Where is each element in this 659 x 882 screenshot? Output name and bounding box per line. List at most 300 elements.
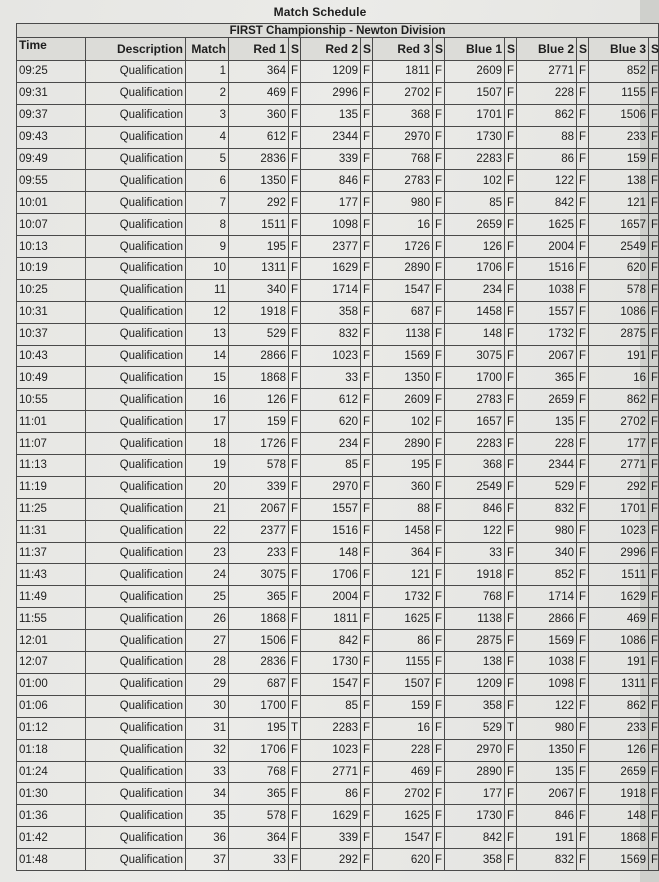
blue-1-team-cell: 138 bbox=[445, 652, 505, 674]
blue-2-surrogate-cell: F bbox=[577, 498, 589, 520]
red-2-surrogate-cell: F bbox=[361, 214, 373, 236]
red-2-surrogate-cell: F bbox=[361, 520, 373, 542]
red-1-team-cell: 1700 bbox=[229, 695, 289, 717]
red-2-team-cell: 135 bbox=[301, 104, 361, 126]
blue-2-surrogate-cell: F bbox=[577, 586, 589, 608]
red-1-team-cell: 159 bbox=[229, 411, 289, 433]
description-cell: Qualification bbox=[86, 301, 186, 323]
blue-1-surrogate-cell: F bbox=[505, 739, 517, 761]
red-3-team-cell: 768 bbox=[373, 148, 433, 170]
red-1-team-cell: 2866 bbox=[229, 345, 289, 367]
red-2-team-cell: 842 bbox=[301, 630, 361, 652]
page-title: Match Schedule bbox=[273, 5, 367, 19]
red-1-team-cell: 33 bbox=[229, 849, 289, 871]
table-row bbox=[17, 148, 659, 170]
table-row bbox=[17, 279, 659, 301]
blue-1-team-cell: 126 bbox=[445, 236, 505, 258]
blue-3-surrogate-cell: F bbox=[649, 827, 659, 849]
blue-3-surrogate-cell: F bbox=[649, 389, 659, 411]
red-1-surrogate-cell: F bbox=[289, 323, 301, 345]
red-2-surrogate-cell: F bbox=[361, 148, 373, 170]
time-cell: 10:37 bbox=[17, 323, 86, 345]
blue-3-surrogate-cell: F bbox=[649, 345, 659, 367]
blue-3-team-cell: 1511 bbox=[589, 564, 649, 586]
time-cell: 11:31 bbox=[17, 520, 86, 542]
schedule-body bbox=[17, 61, 659, 871]
time-cell: 11:25 bbox=[17, 498, 86, 520]
blue-2-team-cell: 1732 bbox=[517, 323, 577, 345]
red-3-team-cell: 1547 bbox=[373, 279, 433, 301]
time-cell: 10:19 bbox=[17, 258, 86, 280]
description-cell: Qualification bbox=[86, 192, 186, 214]
blue-3-surrogate-cell: F bbox=[649, 104, 659, 126]
blue-2-surrogate-cell: F bbox=[577, 542, 589, 564]
description-cell: Qualification bbox=[86, 279, 186, 301]
blue-1-team-cell: 358 bbox=[445, 695, 505, 717]
time-cell: 09:49 bbox=[17, 148, 86, 170]
blue-3-team-cell: 126 bbox=[589, 739, 649, 761]
blue-1-team-cell: 1730 bbox=[445, 805, 505, 827]
time-cell: 01:18 bbox=[17, 739, 86, 761]
match-number-cell: 7 bbox=[186, 192, 229, 214]
blue-3-surrogate-cell: F bbox=[649, 279, 659, 301]
red-3-team-cell: 121 bbox=[373, 564, 433, 586]
column-header-red-1-surrogate: S bbox=[289, 38, 301, 61]
red-2-surrogate-cell: F bbox=[361, 498, 373, 520]
match-number-cell: 14 bbox=[186, 345, 229, 367]
description-cell: Qualification bbox=[86, 323, 186, 345]
red-2-surrogate-cell: F bbox=[361, 695, 373, 717]
blue-2-team-cell: 2344 bbox=[517, 455, 577, 477]
red-2-team-cell: 1557 bbox=[301, 498, 361, 520]
red-3-team-cell: 86 bbox=[373, 630, 433, 652]
blue-1-surrogate-cell: F bbox=[505, 827, 517, 849]
red-2-team-cell: 2377 bbox=[301, 236, 361, 258]
table-row bbox=[17, 411, 659, 433]
blue-1-surrogate-cell: F bbox=[505, 761, 517, 783]
blue-3-team-cell: 191 bbox=[589, 652, 649, 674]
red-1-surrogate-cell: F bbox=[289, 367, 301, 389]
blue-3-surrogate-cell: F bbox=[649, 849, 659, 871]
blue-2-surrogate-cell: F bbox=[577, 279, 589, 301]
red-2-surrogate-cell: F bbox=[361, 258, 373, 280]
description-cell: Qualification bbox=[86, 61, 186, 83]
match-number-cell: 30 bbox=[186, 695, 229, 717]
time-cell: 09:37 bbox=[17, 104, 86, 126]
description-cell: Qualification bbox=[86, 717, 186, 739]
description-cell: Qualification bbox=[86, 433, 186, 455]
red-3-surrogate-cell: F bbox=[433, 783, 445, 805]
red-1-surrogate-cell: F bbox=[289, 542, 301, 564]
time-cell: 11:55 bbox=[17, 608, 86, 630]
blue-2-team-cell: 2771 bbox=[517, 61, 577, 83]
blue-2-surrogate-cell: F bbox=[577, 630, 589, 652]
red-2-surrogate-cell: F bbox=[361, 761, 373, 783]
match-number-cell: 26 bbox=[186, 608, 229, 630]
blue-2-team-cell: 862 bbox=[517, 104, 577, 126]
blue-3-surrogate-cell: F bbox=[649, 761, 659, 783]
red-3-surrogate-cell: F bbox=[433, 652, 445, 674]
red-1-surrogate-cell: F bbox=[289, 82, 301, 104]
red-1-team-cell: 3075 bbox=[229, 564, 289, 586]
blue-1-team-cell: 2875 bbox=[445, 630, 505, 652]
red-2-team-cell: 86 bbox=[301, 783, 361, 805]
blue-3-surrogate-cell: F bbox=[649, 498, 659, 520]
blue-1-team-cell: 3075 bbox=[445, 345, 505, 367]
red-3-surrogate-cell: F bbox=[433, 761, 445, 783]
blue-3-team-cell: 1629 bbox=[589, 586, 649, 608]
red-1-surrogate-cell: F bbox=[289, 389, 301, 411]
red-3-surrogate-cell: F bbox=[433, 586, 445, 608]
column-header-red-2: Red 2 bbox=[301, 38, 361, 61]
red-2-team-cell: 33 bbox=[301, 367, 361, 389]
red-3-surrogate-cell: F bbox=[433, 345, 445, 367]
blue-3-surrogate-cell: F bbox=[649, 148, 659, 170]
match-number-cell: 5 bbox=[186, 148, 229, 170]
red-1-team-cell: 292 bbox=[229, 192, 289, 214]
blue-1-surrogate-cell: F bbox=[505, 455, 517, 477]
red-2-team-cell: 1547 bbox=[301, 673, 361, 695]
table-row bbox=[17, 389, 659, 411]
red-3-team-cell: 1350 bbox=[373, 367, 433, 389]
blue-3-surrogate-cell: F bbox=[649, 192, 659, 214]
red-3-surrogate-cell: F bbox=[433, 148, 445, 170]
column-header-blue-1-surrogate: S bbox=[505, 38, 517, 61]
match-number-cell: 31 bbox=[186, 717, 229, 739]
match-number-cell: 15 bbox=[186, 367, 229, 389]
table-row bbox=[17, 82, 659, 104]
red-1-team-cell: 360 bbox=[229, 104, 289, 126]
red-3-surrogate-cell: F bbox=[433, 717, 445, 739]
description-cell: Qualification bbox=[86, 520, 186, 542]
red-1-surrogate-cell: F bbox=[289, 345, 301, 367]
red-1-surrogate-cell: T bbox=[289, 717, 301, 739]
red-2-team-cell: 612 bbox=[301, 389, 361, 411]
time-cell: 10:55 bbox=[17, 389, 86, 411]
red-2-team-cell: 339 bbox=[301, 148, 361, 170]
red-3-surrogate-cell: F bbox=[433, 236, 445, 258]
red-1-team-cell: 1918 bbox=[229, 301, 289, 323]
blue-2-team-cell: 135 bbox=[517, 761, 577, 783]
red-2-team-cell: 1209 bbox=[301, 61, 361, 83]
blue-2-team-cell: 88 bbox=[517, 126, 577, 148]
blue-1-team-cell: 1730 bbox=[445, 126, 505, 148]
blue-1-team-cell: 1700 bbox=[445, 367, 505, 389]
red-2-surrogate-cell: F bbox=[361, 345, 373, 367]
time-cell: 09:43 bbox=[17, 126, 86, 148]
blue-3-team-cell: 1868 bbox=[589, 827, 649, 849]
red-2-surrogate-cell: F bbox=[361, 61, 373, 83]
blue-2-team-cell: 2659 bbox=[517, 389, 577, 411]
red-3-surrogate-cell: F bbox=[433, 455, 445, 477]
blue-1-team-cell: 529 bbox=[445, 717, 505, 739]
red-2-surrogate-cell: F bbox=[361, 170, 373, 192]
red-3-surrogate-cell: F bbox=[433, 170, 445, 192]
match-number-cell: 11 bbox=[186, 279, 229, 301]
description-cell: Qualification bbox=[86, 214, 186, 236]
red-2-surrogate-cell: F bbox=[361, 323, 373, 345]
blue-2-team-cell: 122 bbox=[517, 695, 577, 717]
red-1-surrogate-cell: F bbox=[289, 236, 301, 258]
column-header-time: Time bbox=[17, 38, 86, 61]
red-3-team-cell: 16 bbox=[373, 717, 433, 739]
blue-1-team-cell: 842 bbox=[445, 827, 505, 849]
blue-1-team-cell: 768 bbox=[445, 586, 505, 608]
blue-2-surrogate-cell: F bbox=[577, 61, 589, 83]
table-row bbox=[17, 827, 659, 849]
red-1-team-cell: 233 bbox=[229, 542, 289, 564]
blue-3-surrogate-cell: F bbox=[649, 520, 659, 542]
red-2-surrogate-cell: F bbox=[361, 542, 373, 564]
table-row bbox=[17, 564, 659, 586]
red-3-team-cell: 1726 bbox=[373, 236, 433, 258]
match-number-cell: 24 bbox=[186, 564, 229, 586]
blue-1-surrogate-cell: F bbox=[505, 520, 517, 542]
description-cell: Qualification bbox=[86, 542, 186, 564]
match-number-cell: 22 bbox=[186, 520, 229, 542]
red-3-team-cell: 364 bbox=[373, 542, 433, 564]
red-3-surrogate-cell: F bbox=[433, 367, 445, 389]
red-3-surrogate-cell: F bbox=[433, 433, 445, 455]
red-2-surrogate-cell: F bbox=[361, 564, 373, 586]
red-3-team-cell: 1138 bbox=[373, 323, 433, 345]
blue-3-team-cell: 2996 bbox=[589, 542, 649, 564]
table-row bbox=[17, 695, 659, 717]
match-number-cell: 6 bbox=[186, 170, 229, 192]
description-cell: Qualification bbox=[86, 345, 186, 367]
match-number-cell: 12 bbox=[186, 301, 229, 323]
blue-3-surrogate-cell: F bbox=[649, 214, 659, 236]
red-2-surrogate-cell: F bbox=[361, 673, 373, 695]
description-cell: Qualification bbox=[86, 476, 186, 498]
red-2-surrogate-cell: F bbox=[361, 192, 373, 214]
blue-1-team-cell: 2890 bbox=[445, 761, 505, 783]
match-number-cell: 36 bbox=[186, 827, 229, 849]
table-row bbox=[17, 236, 659, 258]
blue-3-team-cell: 292 bbox=[589, 476, 649, 498]
table-row bbox=[17, 673, 659, 695]
red-1-surrogate-cell: F bbox=[289, 476, 301, 498]
red-3-team-cell: 469 bbox=[373, 761, 433, 783]
blue-3-team-cell: 2702 bbox=[589, 411, 649, 433]
blue-2-team-cell: 365 bbox=[517, 367, 577, 389]
blue-1-surrogate-cell: F bbox=[505, 301, 517, 323]
blue-1-team-cell: 358 bbox=[445, 849, 505, 871]
red-2-surrogate-cell: F bbox=[361, 104, 373, 126]
match-number-cell: 17 bbox=[186, 411, 229, 433]
blue-2-team-cell: 1557 bbox=[517, 301, 577, 323]
table-row bbox=[17, 61, 659, 83]
match-number-cell: 37 bbox=[186, 849, 229, 871]
red-3-team-cell: 620 bbox=[373, 849, 433, 871]
blue-3-team-cell: 1657 bbox=[589, 214, 649, 236]
blue-1-surrogate-cell: F bbox=[505, 476, 517, 498]
description-cell: Qualification bbox=[86, 170, 186, 192]
blue-1-surrogate-cell: F bbox=[505, 126, 517, 148]
blue-2-surrogate-cell: F bbox=[577, 433, 589, 455]
column-header-description: Description bbox=[86, 38, 186, 61]
description-cell: Qualification bbox=[86, 783, 186, 805]
table-row bbox=[17, 323, 659, 345]
red-3-team-cell: 228 bbox=[373, 739, 433, 761]
blue-1-surrogate-cell: F bbox=[505, 236, 517, 258]
red-3-team-cell: 2702 bbox=[373, 82, 433, 104]
description-cell: Qualification bbox=[86, 82, 186, 104]
red-3-team-cell: 1569 bbox=[373, 345, 433, 367]
blue-2-surrogate-cell: F bbox=[577, 455, 589, 477]
blue-2-team-cell: 846 bbox=[517, 805, 577, 827]
blue-1-surrogate-cell: F bbox=[505, 652, 517, 674]
red-2-team-cell: 148 bbox=[301, 542, 361, 564]
red-3-team-cell: 687 bbox=[373, 301, 433, 323]
red-3-surrogate-cell: F bbox=[433, 695, 445, 717]
column-header-blue-2-surrogate: S bbox=[577, 38, 589, 61]
blue-1-team-cell: 2549 bbox=[445, 476, 505, 498]
blue-3-team-cell: 578 bbox=[589, 279, 649, 301]
table-row bbox=[17, 542, 659, 564]
time-cell: 10:43 bbox=[17, 345, 86, 367]
match-number-cell: 28 bbox=[186, 652, 229, 674]
blue-1-team-cell: 1657 bbox=[445, 411, 505, 433]
blue-2-team-cell: 832 bbox=[517, 849, 577, 871]
table-row bbox=[17, 783, 659, 805]
blue-3-team-cell: 1155 bbox=[589, 82, 649, 104]
match-number-cell: 29 bbox=[186, 673, 229, 695]
time-cell: 01:12 bbox=[17, 717, 86, 739]
blue-3-surrogate-cell: F bbox=[649, 805, 659, 827]
red-3-surrogate-cell: F bbox=[433, 214, 445, 236]
red-2-surrogate-cell: F bbox=[361, 367, 373, 389]
description-cell: Qualification bbox=[86, 630, 186, 652]
red-3-surrogate-cell: F bbox=[433, 476, 445, 498]
blue-3-surrogate-cell: F bbox=[649, 542, 659, 564]
table-row bbox=[17, 520, 659, 542]
blue-3-surrogate-cell: F bbox=[649, 564, 659, 586]
red-3-surrogate-cell: F bbox=[433, 673, 445, 695]
red-1-team-cell: 768 bbox=[229, 761, 289, 783]
blue-1-surrogate-cell: F bbox=[505, 695, 517, 717]
red-2-team-cell: 2004 bbox=[301, 586, 361, 608]
blue-2-surrogate-cell: F bbox=[577, 783, 589, 805]
red-2-surrogate-cell: F bbox=[361, 389, 373, 411]
time-cell: 01:24 bbox=[17, 761, 86, 783]
time-cell: 10:49 bbox=[17, 367, 86, 389]
red-1-surrogate-cell: F bbox=[289, 148, 301, 170]
column-header-row bbox=[17, 38, 659, 61]
blue-2-surrogate-cell: F bbox=[577, 301, 589, 323]
description-cell: Qualification bbox=[86, 564, 186, 586]
table-row bbox=[17, 170, 659, 192]
red-2-team-cell: 2283 bbox=[301, 717, 361, 739]
time-cell: 11:13 bbox=[17, 455, 86, 477]
blue-2-team-cell: 852 bbox=[517, 564, 577, 586]
red-2-team-cell: 1629 bbox=[301, 805, 361, 827]
blue-2-surrogate-cell: F bbox=[577, 126, 589, 148]
red-3-team-cell: 1625 bbox=[373, 805, 433, 827]
blue-1-team-cell: 1918 bbox=[445, 564, 505, 586]
blue-2-team-cell: 86 bbox=[517, 148, 577, 170]
blue-1-team-cell: 1458 bbox=[445, 301, 505, 323]
blue-1-team-cell: 177 bbox=[445, 783, 505, 805]
red-3-surrogate-cell: F bbox=[433, 61, 445, 83]
blue-1-surrogate-cell: F bbox=[505, 104, 517, 126]
red-1-surrogate-cell: F bbox=[289, 104, 301, 126]
red-2-surrogate-cell: F bbox=[361, 411, 373, 433]
red-3-team-cell: 1625 bbox=[373, 608, 433, 630]
blue-3-team-cell: 177 bbox=[589, 433, 649, 455]
time-cell: 11:01 bbox=[17, 411, 86, 433]
red-1-team-cell: 2377 bbox=[229, 520, 289, 542]
blue-1-team-cell: 2283 bbox=[445, 433, 505, 455]
time-cell: 01:48 bbox=[17, 849, 86, 871]
blue-1-team-cell: 33 bbox=[445, 542, 505, 564]
red-1-surrogate-cell: F bbox=[289, 411, 301, 433]
red-1-surrogate-cell: F bbox=[289, 455, 301, 477]
time-cell: 10:07 bbox=[17, 214, 86, 236]
table-row bbox=[17, 849, 659, 871]
blue-3-team-cell: 2549 bbox=[589, 236, 649, 258]
red-2-team-cell: 292 bbox=[301, 849, 361, 871]
description-cell: Qualification bbox=[86, 148, 186, 170]
red-2-team-cell: 832 bbox=[301, 323, 361, 345]
red-1-team-cell: 578 bbox=[229, 805, 289, 827]
blue-2-surrogate-cell: F bbox=[577, 564, 589, 586]
blue-2-team-cell: 1350 bbox=[517, 739, 577, 761]
red-2-surrogate-cell: F bbox=[361, 82, 373, 104]
red-3-surrogate-cell: F bbox=[433, 301, 445, 323]
blue-1-surrogate-cell: F bbox=[505, 279, 517, 301]
red-1-surrogate-cell: F bbox=[289, 805, 301, 827]
blue-3-team-cell: 148 bbox=[589, 805, 649, 827]
blue-1-team-cell: 1706 bbox=[445, 258, 505, 280]
blue-3-surrogate-cell: F bbox=[649, 433, 659, 455]
red-2-surrogate-cell: F bbox=[361, 849, 373, 871]
red-2-surrogate-cell: F bbox=[361, 783, 373, 805]
blue-2-surrogate-cell: F bbox=[577, 170, 589, 192]
red-1-team-cell: 2067 bbox=[229, 498, 289, 520]
red-2-team-cell: 1714 bbox=[301, 279, 361, 301]
blue-3-surrogate-cell: F bbox=[649, 608, 659, 630]
blue-2-surrogate-cell: F bbox=[577, 849, 589, 871]
blue-1-surrogate-cell: F bbox=[505, 673, 517, 695]
match-number-cell: 19 bbox=[186, 455, 229, 477]
red-1-team-cell: 612 bbox=[229, 126, 289, 148]
red-1-surrogate-cell: F bbox=[289, 849, 301, 871]
blue-3-surrogate-cell: F bbox=[649, 82, 659, 104]
blue-1-team-cell: 85 bbox=[445, 192, 505, 214]
blue-2-team-cell: 1625 bbox=[517, 214, 577, 236]
red-2-team-cell: 2771 bbox=[301, 761, 361, 783]
blue-1-team-cell: 148 bbox=[445, 323, 505, 345]
match-number-cell: 10 bbox=[186, 258, 229, 280]
time-cell: 09:25 bbox=[17, 61, 86, 83]
red-2-surrogate-cell: F bbox=[361, 652, 373, 674]
blue-3-team-cell: 469 bbox=[589, 608, 649, 630]
blue-1-surrogate-cell: F bbox=[505, 783, 517, 805]
blue-2-team-cell: 1038 bbox=[517, 652, 577, 674]
red-1-surrogate-cell: F bbox=[289, 170, 301, 192]
blue-3-team-cell: 862 bbox=[589, 389, 649, 411]
red-1-surrogate-cell: F bbox=[289, 433, 301, 455]
blue-2-team-cell: 2067 bbox=[517, 783, 577, 805]
description-cell: Qualification bbox=[86, 849, 186, 871]
time-cell: 01:30 bbox=[17, 783, 86, 805]
blue-3-surrogate-cell: F bbox=[649, 411, 659, 433]
red-3-surrogate-cell: F bbox=[433, 564, 445, 586]
time-cell: 09:31 bbox=[17, 82, 86, 104]
blue-1-surrogate-cell: F bbox=[505, 367, 517, 389]
blue-3-surrogate-cell: F bbox=[649, 783, 659, 805]
